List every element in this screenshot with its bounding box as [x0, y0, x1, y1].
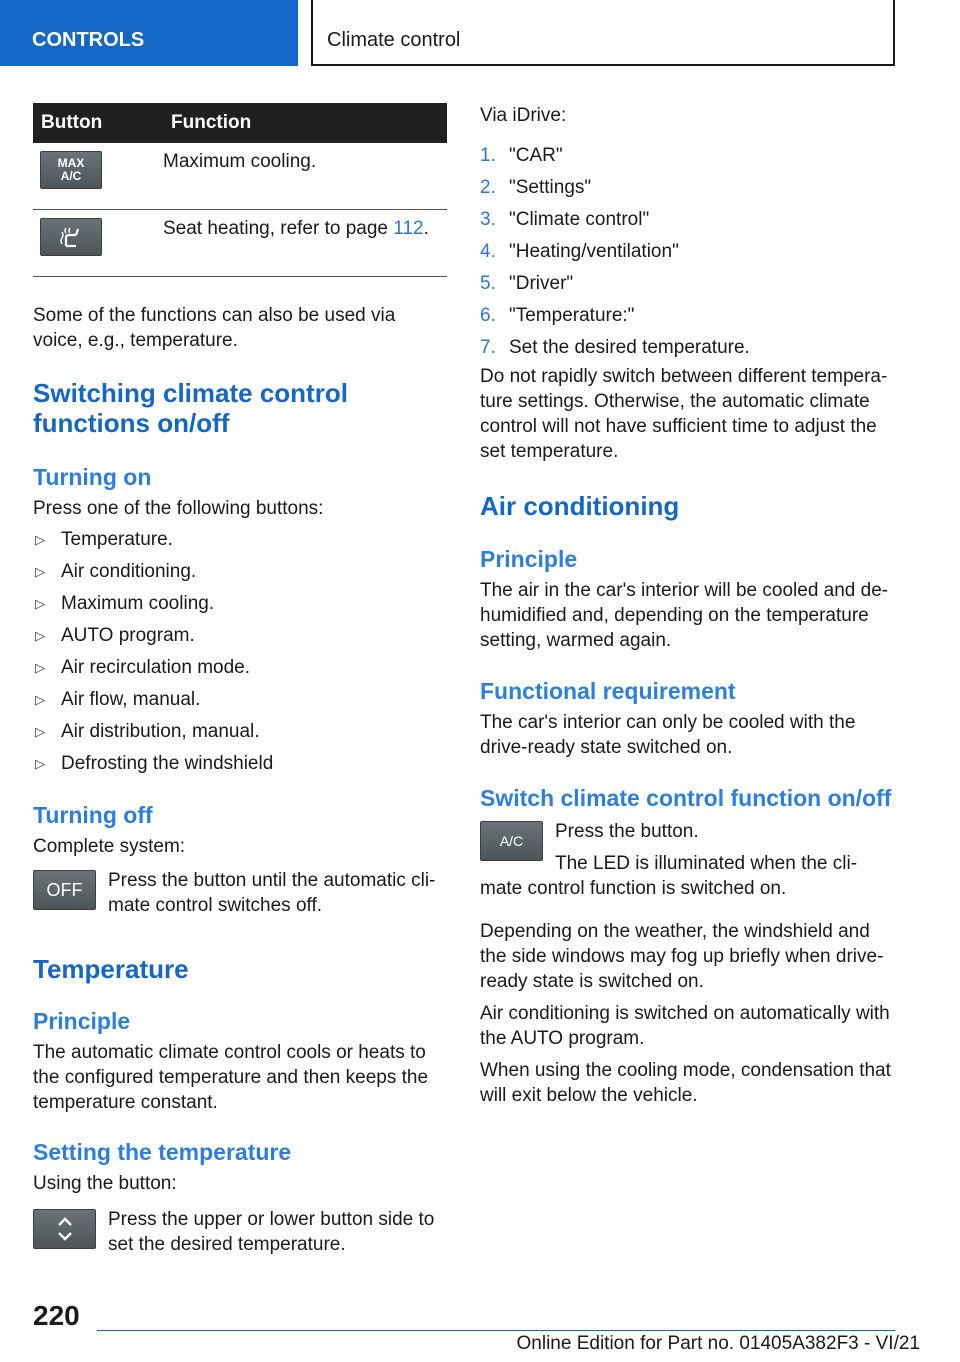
list-item: 6. "Temperature:"	[480, 305, 635, 326]
list-item: 4. "Heating/ventilation"	[480, 241, 679, 262]
triangle-bullet-icon: ▷	[35, 532, 45, 547]
list-item: ▷ Temperature.	[33, 524, 447, 556]
list-item: ▷ Defrosting the windshield	[33, 748, 447, 780]
list-item: 3. "Climate control"	[480, 209, 650, 230]
ac-led-desc: The LED is illuminated when the cli-mate control function is switched on.	[480, 853, 858, 899]
triangle-bullet-icon: ▷	[35, 564, 45, 579]
table-header-function: Function	[163, 103, 447, 143]
list-item: 7. Set the desired temperature.	[480, 337, 750, 358]
table-row	[33, 210, 447, 277]
page-number: 220	[33, 1300, 80, 1331]
intro-text: Some of the functions can also be used via voice, e.g., temperature.	[33, 305, 396, 351]
updown-button-row	[33, 1207, 447, 1257]
list-item: ▷ Air distribution, manual.	[33, 716, 447, 748]
footer-edition: Online Edition for Part no. 01405A382F3 - VI/21	[516, 1333, 920, 1354]
list-item: ▷ Air recirculation mode.	[33, 652, 447, 684]
triangle-bullet-icon: ▷	[35, 692, 45, 707]
idrive-steps	[480, 140, 896, 364]
page-link[interactable]: 112	[393, 218, 424, 239]
heading-turning-on: Turning on	[33, 464, 152, 490]
list-item: 2. "Settings"	[480, 177, 592, 198]
table-row	[33, 143, 447, 210]
header-chapter-title: Climate control	[311, 0, 895, 66]
condensation-text: When using the cooling mode, condensation that will exit below the vehicle.	[480, 1060, 891, 1106]
updown-button-desc: Press the upper or lower button side to set the desired temperature.	[108, 1209, 435, 1255]
off-button-icon: OFF	[33, 870, 96, 910]
turning-off-text: Complete system:	[33, 836, 186, 857]
triangle-bullet-icon: ▷	[35, 660, 45, 675]
heading-air-conditioning: Air conditioning	[480, 491, 680, 521]
list-item: ▷ AUTO program.	[33, 620, 447, 652]
max-ac-icon: MAX A/C	[40, 151, 102, 189]
list-item: 1. "CAR"	[480, 145, 563, 166]
auto-program-text: Air conditioning is switched on automatically with the AUTO program.	[480, 1003, 890, 1049]
triangle-bullet-icon: ▷	[35, 596, 45, 611]
triangle-bullet-icon: ▷	[35, 724, 45, 739]
heading-turning-off: Turning off	[33, 802, 153, 828]
triangle-bullet-icon: ▷	[35, 628, 45, 643]
footer-divider	[97, 1330, 895, 1331]
setting-text: Using the button:	[33, 1173, 177, 1194]
turning-on-list	[33, 524, 447, 780]
requirement-text: The car's interior can only be cooled with the drive-ready state switched on.	[480, 712, 856, 758]
list-item: ▷ Air flow, manual.	[33, 684, 447, 716]
ac-button-icon: A/C	[480, 821, 543, 861]
right-column	[480, 103, 896, 1108]
weather-text: Depending on the weather, the windshield and the side windows may fog up briefly when drive-ready state is switched on.	[480, 921, 884, 992]
principle-text: The automatic climate control cools or heats to the configured temperature and then keeps the temperature constant.	[33, 1042, 429, 1113]
heading-functional-requirement: Functional requirement	[480, 678, 736, 704]
heading-principle: Principle	[480, 546, 578, 572]
warning-text: Do not rapidly switch between different tempera-ture settings. Otherwise, the automatic climate control will not have sufficient time to adjust the set temperature.	[480, 366, 888, 462]
heading-temperature: Temperature	[33, 954, 189, 984]
heading-setting-temperature: Setting the temperature	[33, 1139, 292, 1165]
heading-switch-function: Switch climate control function on/off	[480, 785, 892, 811]
table-cell-function: Seat heating, refer to page 112.	[163, 210, 447, 277]
table-cell-function: Maximum cooling.	[163, 143, 447, 210]
heading-principle: Principle	[33, 1008, 131, 1034]
ac-press-text: Press the button.	[555, 821, 699, 842]
off-button-row	[33, 868, 447, 918]
via-idrive-text: Via iDrive:	[480, 105, 567, 126]
principle-text: The air in the car's interior will be cooled and de-humidified and, depending on the temperature setting, warmed again.	[480, 580, 889, 651]
left-column	[33, 103, 447, 1257]
list-item: 5. "Driver"	[480, 273, 574, 294]
seat-heating-icon	[40, 218, 102, 256]
list-item: ▷ Maximum cooling.	[33, 588, 447, 620]
triangle-bullet-icon: ▷	[35, 756, 45, 771]
list-item: ▷ Air conditioning.	[33, 556, 447, 588]
heading-switching: Switching climate control functions on/off	[33, 378, 348, 438]
table-header-button: Button	[33, 103, 163, 143]
up-down-arrow-icon	[33, 1209, 96, 1249]
button-function-table	[33, 103, 447, 277]
turning-on-text: Press one of the following buttons:	[33, 498, 324, 519]
off-button-desc: Press the button until the automatic cli-mate control switches off.	[108, 870, 436, 916]
header-section-tab: CONTROLS	[0, 0, 298, 66]
